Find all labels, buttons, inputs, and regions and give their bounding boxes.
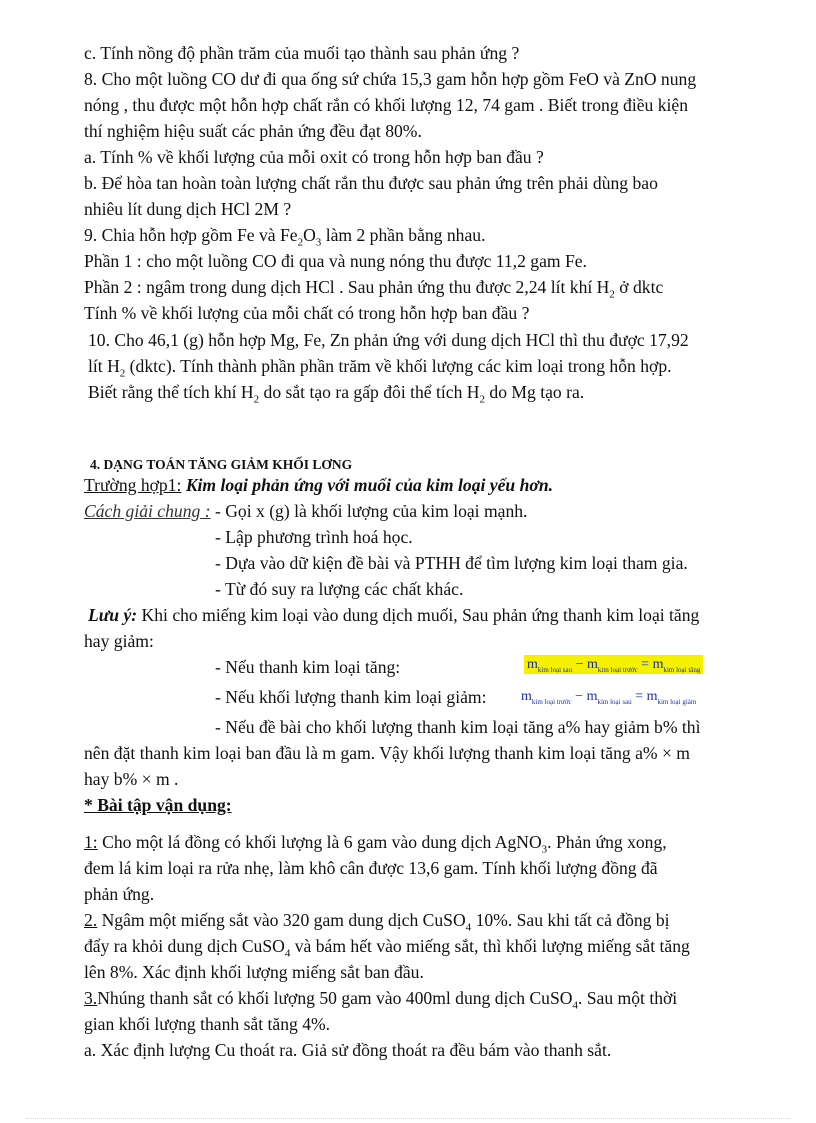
text-line: a. Tính % về khối lượng của mỗi oxit có trong hỗn hợp ban đầu ? [84,147,544,167]
exercise-2-line-2: đẩy ra khỏi dung dịch CuSO$_4$ và bám hết vào miếng sắt, thì khối lượng miếng sắt tăng [84,936,690,960]
note-line-2: hay giảm: [84,631,154,651]
text-line: nhiêu lít dung dịch HCl 2M ? [84,199,292,219]
text-line: c. Tính nồng độ phần trăm của muối tạo thành sau phản ứng ? [84,43,520,63]
section-heading: 4. DẠNG TOÁN TĂNG GIẢM KHỐI LƠNG [90,457,353,472]
question-10-line-1: 10. Cho 46,1 (g) hỗn hợp Mg, Fe, Zn phản ứng với dung dịch HCl thì thu được 17,92 [88,330,689,350]
percent-line-3: hay b% × m . [84,769,179,789]
text-line: thí nghiệm hiệu suất các phản ứng đều đạt 80%. [84,121,422,141]
text-line: Phần 1 : cho một luồng CO đi qua và nung nóng thu được 11,2 gam Fe. [84,251,587,271]
exercise-3-line-2: gian khối lượng thanh sắt tăng 4%. [84,1014,331,1034]
exercise-2-line-1: 2. Ngâm một miếng sắt vào 320 gam dung dịch CuSO$_4$ 10%. Sau khi tất cả đồng bị [84,910,670,934]
text-line: b. Để hòa tan hoàn toàn lượng chất rắn thu được sau phản ứng trên phải dùng bao [84,173,658,193]
method-step: - Lập phương trình hoá học. [215,527,413,547]
method-line: Cách giải chung : - Gọi x (g) là khối lượng của kim loại mạnh. [84,501,528,521]
percent-line-2: nên đặt thanh kim loại ban đầu là m gam. Vậy khối lượng thanh kim loại tăng a% × m [84,743,690,763]
exercise-1-line-3: phản ứng. [84,884,155,904]
exercise-3-line-3: a. Xác định lượng Cu thoát ra. Giả sử đồng thoát ra đều bám vào thanh sắt. [84,1040,612,1060]
text-line: 8. Cho một luồng CO dư đi qua ống sứ chứa 15,3 gam hỗn hợp gồm FeO và ZnO nung [84,69,697,89]
page-bottom-divider [26,1118,790,1119]
question-10-line-2: lít $H_2$ (dktc). Tính thành phần phần trăm về khối lượng các kim loại trong hỗn hợp. [88,356,672,380]
exercise-1-line-1: 1: Cho một lá đồng có khối lượng là 6 gam vào dung dịch AgNO$_3$. Phản ứng xong, [84,832,667,856]
case-title-line: Trường hợp1: Kim loại phản ứng với muối của kim loại yếu hơn. [84,475,553,495]
formula-increase: $m_{kim loại sau} - m_{kim loại trước} = m_{kim loại tăng}$ [524,654,703,681]
text-line: nóng , thu được một hỗn hợp chất rắn có khối lượng 12, 74 gam . Biết trong điều kiện [84,95,689,115]
exercise-2-line-3: lên 8%. Xác định khối lượng miếng sắt ban đầu. [84,962,424,982]
note-line: Lưu ý: Khi cho miếng kim loại vào dung dịch muối, Sau phản ứng thanh kim loại tăng [88,605,700,625]
formula-decrease: $m_{kim loại trước} - m_{kim loại sau} = m_{kim loại giảm}$ [521,689,697,706]
method-step: - Dựa vào dữ kiện đề bài và PTHH để tìm lượng kim loại tham gia. [215,553,688,573]
question-10-line-3: Biết rằng thể tích khí $H_2$ do sắt tạo ra gấp đôi thể tích $H_2$ do Mg tạo ra. [88,382,585,406]
percent-line-1: - Nếu đề bài cho khối lượng thanh kim loại tăng a% hay giảm b% thì [215,717,701,737]
exercise-3-line-1: 3.Nhúng thanh sắt có khối lượng 50 gam vào 400ml dung dịch CuSO$_4$. Sau một thời [84,988,678,1012]
case-increase: - Nếu thanh kim loại tăng: [215,657,401,677]
case-decrease: - Nếu khối lượng thanh kim loại giảm: [215,687,487,707]
exercise-1-line-2: đem lá kim loại ra rửa nhẹ, làm khô cân được 13,6 gam. Tính khối lượng đồng đã [84,858,658,878]
text-line: Tính % về khối lượng của mỗi chất có trong hỗn hợp ban đầu ? [84,303,530,323]
method-step: - Từ đó suy ra lượng các chất khác. [215,579,464,599]
question-9: 9. Chia hỗn hợp gồm Fe và $Fe_2O_3$ làm 2 phần bằng nhau. [84,225,486,249]
part-2-line: Phần 2 : ngâm trong dung dịch HCl . Sau phản ứng thu được 2,24 lít khí $H_2$ ở dktc [84,277,664,301]
exercises-heading: * Bài tập vận dụng: [84,795,232,815]
